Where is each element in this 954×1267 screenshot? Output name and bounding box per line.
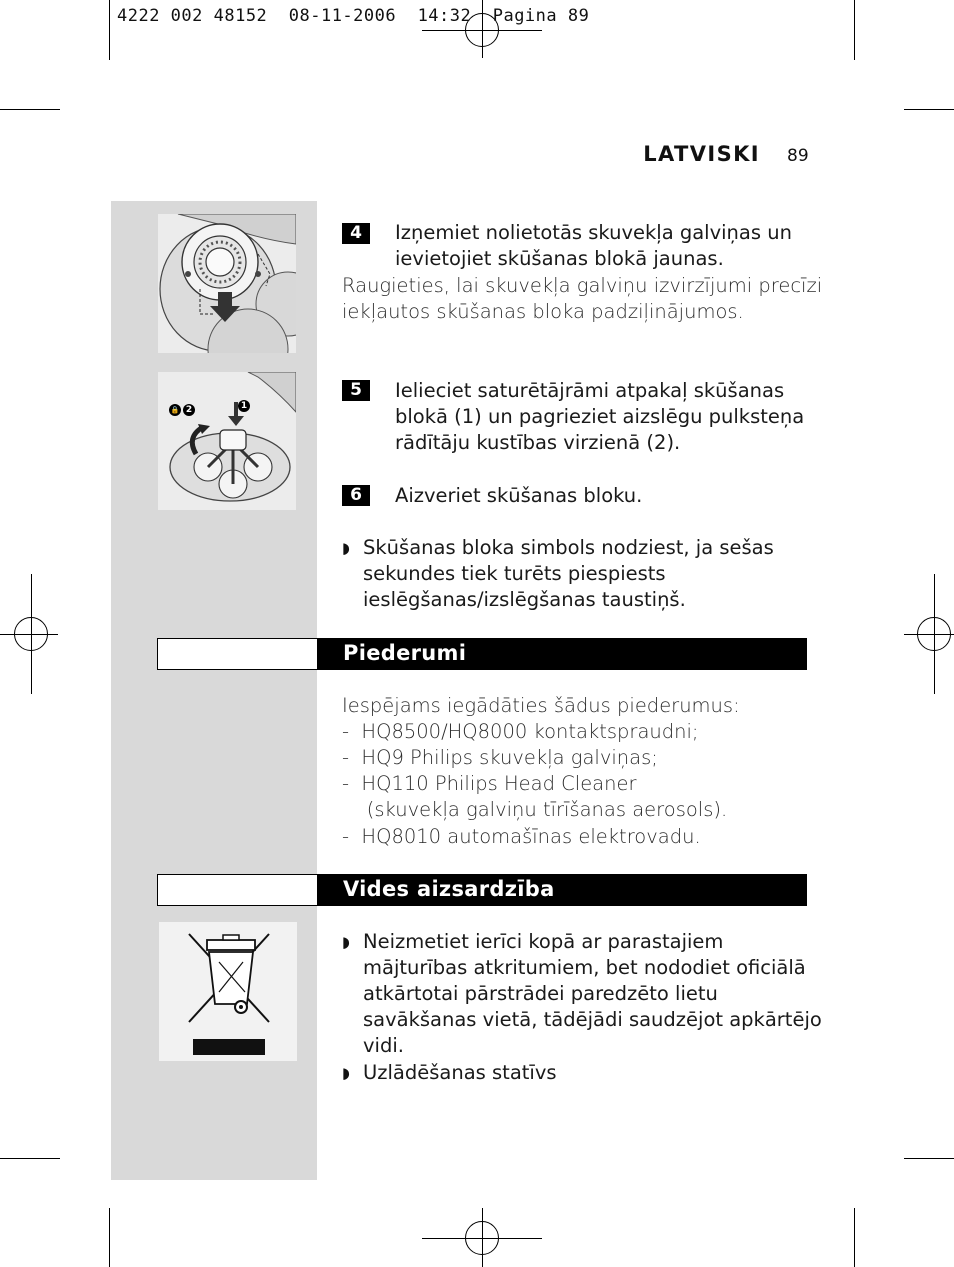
crop-mark bbox=[904, 1158, 954, 1159]
step-number: 4 bbox=[342, 223, 370, 244]
step-4-note-line-1: Raugieties, lai skuvekļa galviņu izvirzījumi precīzi bbox=[342, 274, 823, 297]
step-number: 6 bbox=[342, 485, 370, 506]
lock-icon: 🔒 bbox=[170, 406, 180, 414]
environment-heading: Vides aizsardzība bbox=[343, 877, 555, 901]
figure-label-two: 2 bbox=[183, 404, 195, 416]
tip-line-1: Skūšanas bloka simbols nodziest, ja sešas bbox=[363, 536, 774, 559]
accessories-heading: Piederumi bbox=[343, 641, 467, 665]
accessories-item: - HQ9 Philips skuvekļa galviņas; bbox=[342, 746, 658, 769]
accessories-item: - HQ110 Philips Head Cleaner bbox=[342, 772, 637, 795]
step-6-line-1: Aizveriet skūšanas bloku. bbox=[395, 484, 643, 507]
charging-stand-item: Uzlādēšanas statīvs bbox=[363, 1061, 557, 1084]
crossed-out-wheelie-bin-icon bbox=[159, 922, 297, 1061]
crop-mark bbox=[0, 1158, 60, 1159]
accessories-item: (skuvekļa galviņu tīrīšanas aerosols). bbox=[342, 798, 728, 821]
step-4-note-line-2: iekļautos skūšanas bloka padziļinājumos. bbox=[342, 300, 744, 323]
crop-mark bbox=[904, 109, 954, 110]
heading-bar-margin bbox=[158, 639, 317, 669]
environment-line-1: Neizmetiet ierīci kopā ar parastajiem bbox=[363, 930, 724, 953]
tip-line-2: sekundes tiek turēts piespiests bbox=[363, 562, 666, 585]
page-number: 89 bbox=[787, 146, 809, 166]
step-5-line-3: rādītāju kustības virzienā (2). bbox=[395, 431, 681, 454]
section-heading-bar bbox=[157, 638, 807, 670]
step-number: 5 bbox=[342, 380, 370, 401]
figure-retaining-frame-lock bbox=[158, 372, 296, 510]
bullet-icon: ◗ bbox=[342, 933, 350, 951]
figure-shaving-unit-heads bbox=[158, 214, 296, 353]
environment-line-2: mājturības atkritumiem, bet nododiet oficiālā bbox=[363, 956, 806, 979]
step-4-line-1: Izņemiet nolietotās skuvekļa galviņas un bbox=[395, 221, 792, 244]
accessories-intro: Iespējams iegādāties šādus piederumus: bbox=[342, 694, 740, 717]
bullet-icon: ◗ bbox=[342, 1064, 350, 1082]
accessories-item: - HQ8010 automašīnas elektrovadu. bbox=[342, 825, 701, 848]
environment-line-3: atkārtotai pārstrādei paredzēto lietu bbox=[363, 982, 718, 1005]
section-heading-bar bbox=[157, 874, 807, 906]
tip-line-3: ieslēgšanas/izslēgšanas taustiņš. bbox=[363, 588, 686, 611]
section-title: LATVISKI bbox=[643, 142, 760, 166]
accessories-item: - HQ8500/HQ8000 kontaktspraudni; bbox=[342, 720, 699, 743]
step-5-line-1: Ielieciet saturētājrāmi atpakaļ skūšanas bbox=[395, 379, 785, 402]
crop-mark bbox=[109, 0, 110, 60]
figure-label-one: 1 bbox=[238, 400, 250, 412]
environment-line-5: vidi. bbox=[363, 1034, 404, 1057]
environment-line-4: savākšanas vietā, tādējādi saudzējot apkārtējo bbox=[363, 1008, 822, 1031]
crop-mark bbox=[854, 1208, 855, 1267]
crop-mark bbox=[109, 1208, 110, 1267]
step-5-line-2: blokā (1) un pagrieziet aizslēgu pulksteņa bbox=[395, 405, 805, 428]
print-header: 4222 002 48152 08-11-2006 14:32 Pagina 89 bbox=[117, 6, 590, 26]
crop-mark bbox=[0, 109, 60, 110]
crop-mark bbox=[854, 0, 855, 60]
figure-weee-symbol bbox=[159, 922, 297, 1061]
bullet-icon: ◗ bbox=[342, 539, 350, 557]
heading-bar-margin bbox=[158, 875, 317, 905]
step-4-line-2: ievietojiet skūšanas blokā jaunas. bbox=[395, 247, 724, 270]
